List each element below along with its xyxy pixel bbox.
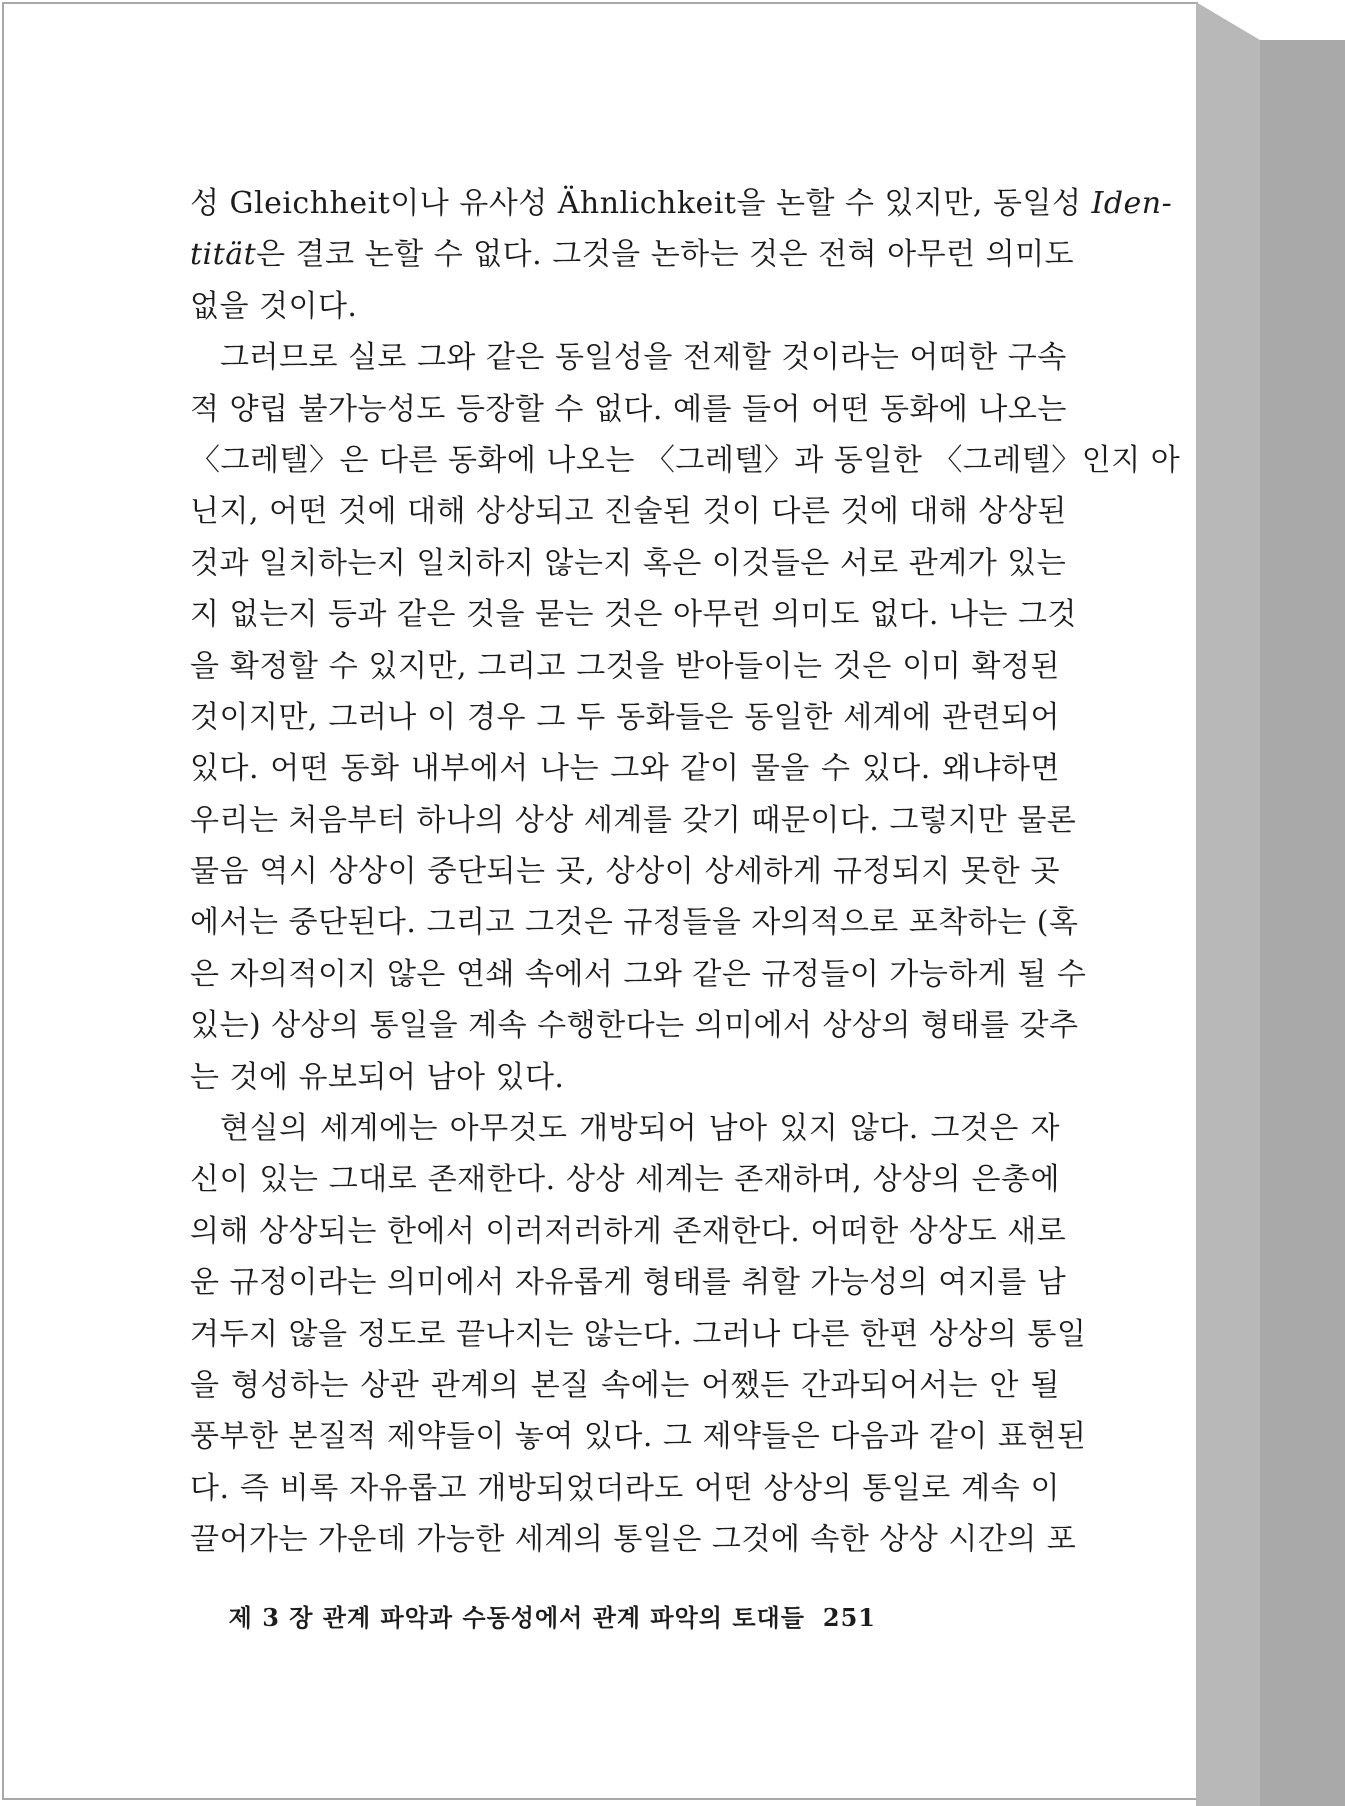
text-line: 현실의 세계에는 아무것도 개방되어 남아 있지 않다. 그것은 자 <box>220 1111 1060 1147</box>
book-page <box>2 2 1198 1800</box>
text-line: 것과 일치하는지 일치하지 않는지 혹은 이것들은 서로 관계가 있는 <box>190 545 1067 581</box>
text-line: 것이지만, 그러나 이 경우 그 두 동화들은 동일한 세계에 관련되어 <box>190 699 1060 735</box>
text-line: 신이 있는 그대로 존재한다. 상상 세계는 존재하며, 상상의 은총에 <box>190 1162 1060 1198</box>
text-line: 〈그레텔〉은 다른 동화에 나오는 〈그레텔〉과 동일한 〈그레텔〉인지 아 <box>190 442 1181 478</box>
text-line: 적 양립 불가능성도 등장할 수 없다. 예를 들어 어떤 동화에 나오는 <box>190 391 1067 427</box>
page-number: 251 <box>822 1603 876 1632</box>
italic-term: Iden- <box>1091 186 1173 221</box>
text-line: 우리는 처음부터 하나의 상상 세계를 갖기 때문이다. 그렇지만 물론 <box>190 802 1077 838</box>
body-text <box>190 178 1181 1566</box>
italic-term: tität <box>190 237 257 273</box>
text-line: 풍부한 본질적 제약들이 놓여 있다. 그 제약들은 다음과 같이 표현된 <box>190 1419 1087 1455</box>
text-line: 에서는 중단된다. 그리고 그것은 규정들을 자의적으로 포착하는 (혹 <box>190 905 1079 941</box>
book-edge-3d <box>1196 0 1345 1806</box>
text-line: 있다. 어떤 동화 내부에서 나는 그와 같이 물을 수 있다. 왜냐하면 <box>190 751 1060 787</box>
text-line: 성 Gleichheit이나 유사성 Ähnlichkeit을 논할 수 있지만, 동일성 Iden- <box>190 186 1173 221</box>
text-line: 있는) 상상의 통일을 계속 수행한다는 의미에서 상상의 형태를 갖추 <box>190 1008 1079 1044</box>
text-line: 의해 상상되는 한에서 이러저러하게 존재한다. 어떠한 상상도 새로 <box>190 1213 1067 1249</box>
text-line: 다. 즉 비록 자유롭고 개방되었더라도 어떤 상상의 통일로 계속 이 <box>190 1470 1060 1506</box>
text-line: 끌어가는 가운데 가능한 세계의 통일은 그것에 속한 상상 시간의 포 <box>190 1522 1077 1558</box>
text-line: 없을 것이다. <box>190 288 358 324</box>
text-line: 운 규정이라는 의미에서 자유롭게 형태를 취할 가능성의 여지를 남 <box>190 1265 1067 1301</box>
text-line: 을 형성하는 상관 관계의 본질 속에는 어쨌든 간과되어서는 안 될 <box>190 1367 1060 1403</box>
running-head-title: 제 3 장 관계 파악과 수동성에서 관계 파악의 토대들 <box>228 1603 805 1632</box>
text-line: tität은 결코 논할 수 없다. 그것을 논하는 것은 전혀 아무런 의미도 <box>190 237 1075 273</box>
text-line: 을 확정할 수 있지만, 그리고 그것을 받아들이는 것은 이미 확정된 <box>190 648 1060 684</box>
text-line: 겨두지 않을 정도로 끝나지는 않는다. 그러나 다른 한편 상상의 통일 <box>190 1316 1087 1352</box>
text-line: 닌지, 어떤 것에 대해 상상되고 진술된 것이 다른 것에 대해 상상된 <box>190 494 1067 530</box>
text-line: 은 자의적이지 않은 연쇄 속에서 그와 같은 규정들이 가능하게 될 수 <box>190 956 1087 992</box>
text-line: 지 없는지 등과 같은 것을 묻는 것은 아무런 의미도 없다. 나는 그것 <box>190 597 1077 633</box>
running-head <box>229 1598 876 1633</box>
text-line: 는 것에 유보되어 남아 있다. <box>190 1059 565 1095</box>
page-stack-side <box>1196 2 1260 1806</box>
text-line: 물음 역시 상상이 중단되는 곳, 상상이 상세하게 규정되지 못한 곳 <box>190 854 1060 890</box>
text-line: 그러므로 실로 그와 같은 동일성을 전제할 것이라는 어떠한 구속 <box>220 340 1067 376</box>
